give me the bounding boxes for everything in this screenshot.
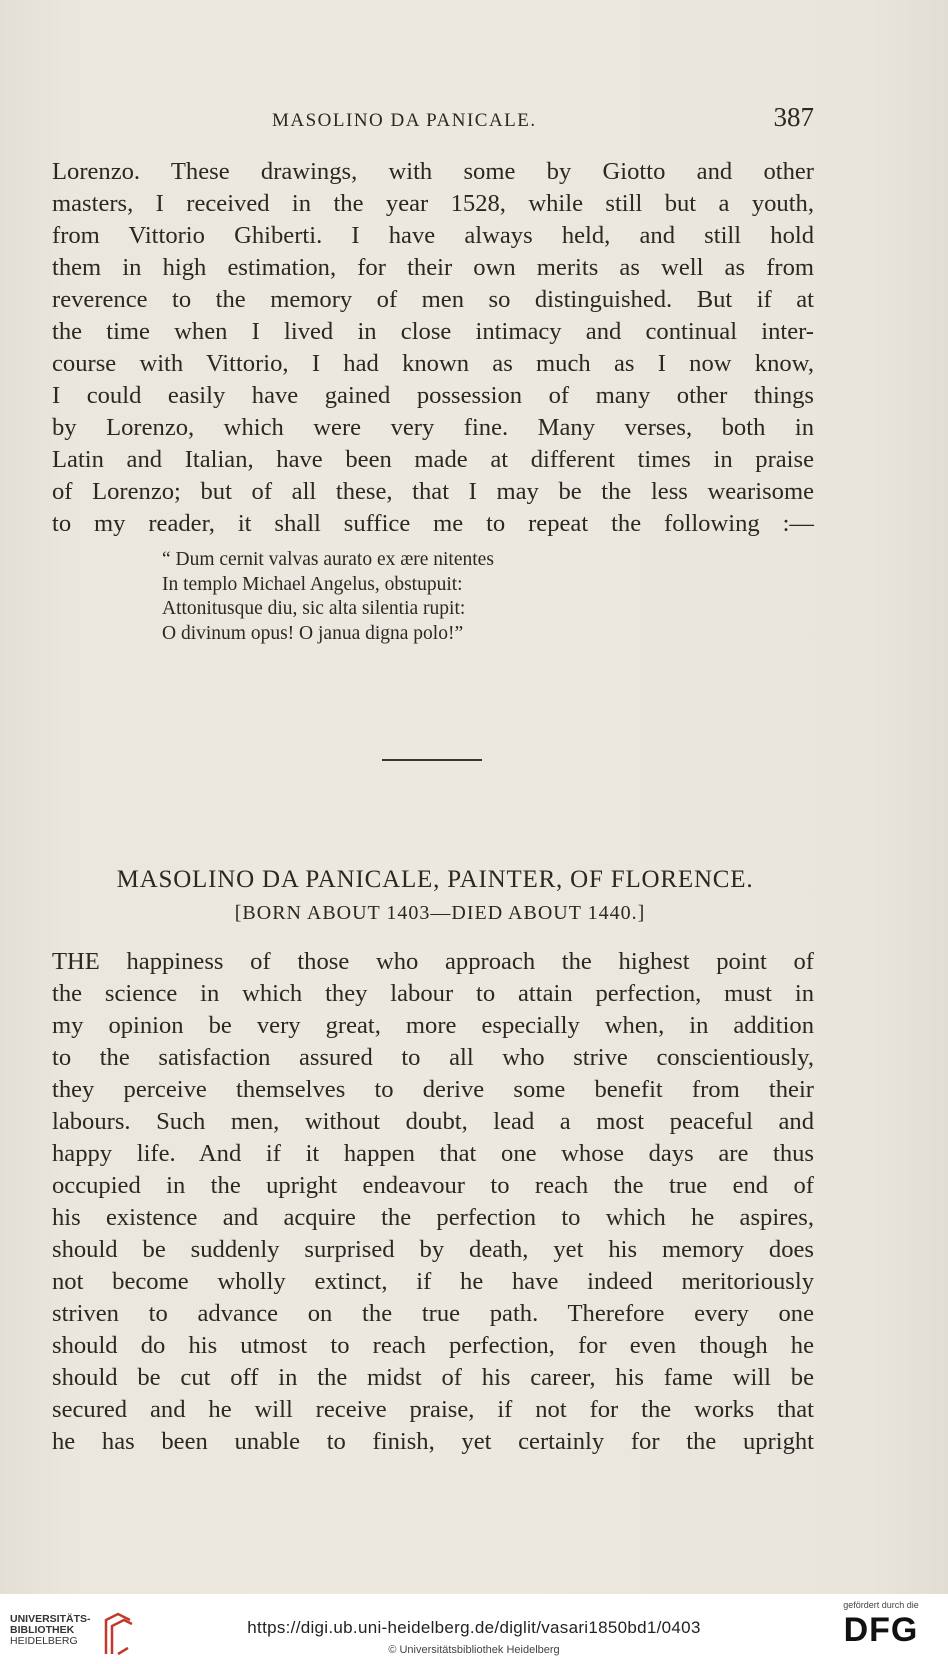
text-line: reverence to the memory of men so distinguished. But if at	[52, 286, 814, 313]
text-line: of Lorenzo; but of all these, that I may be the less wearisome	[52, 478, 814, 505]
text-line: masters, I received in the year 1528, while still but a youth,	[52, 190, 814, 217]
verse-line: Attonitusque diu, sic alta silentia rupit:	[162, 598, 466, 619]
paragraph-happiness	[52, 946, 814, 1458]
text-line: his existence and acquire the perfection to which he aspires,	[52, 1204, 814, 1231]
text-line: Latin and Italian, have been made at different times in praise	[52, 446, 814, 473]
verse-line: In templo Michael Angelus, obstupuit:	[162, 573, 463, 595]
running-head	[50, 102, 814, 142]
verse-line: “ Dum cernit valvas aurato ex ære nitentes	[162, 549, 494, 570]
text-line: to my reader, it shall suffice me to repeat the following :—	[52, 510, 814, 537]
text-line: the science in which they labour to attain perfection, must in	[52, 980, 814, 1007]
text-line: by Lorenzo, which were very fine. Many verses, both in	[52, 414, 814, 441]
text-line: he has been unable to finish, yet certainly for the upright	[52, 1428, 814, 1455]
text-line: from Vittorio Ghiberti. I have always held, and still hold	[52, 222, 814, 249]
text-line: my opinion be very great, more especially when, in addition	[52, 1012, 814, 1039]
dfg-funding-logo[interactable]	[826, 1600, 936, 1660]
text-line: they perceive themselves to derive some benefit from their	[52, 1076, 814, 1103]
logo-line: UNIVERSITÄTS-	[10, 1613, 91, 1625]
running-head-title: MASOLINO DA PANICALE.	[272, 110, 537, 131]
logo-line: BIBLIOTHEK	[10, 1624, 75, 1636]
text-line: Lorenzo. These drawings, with some by Giotto and other	[52, 158, 814, 185]
text-line: should be suddenly surprised by death, yet his memory does	[52, 1236, 814, 1263]
text-line: THE happiness of those who approach the highest point of	[52, 948, 814, 975]
chapter-dates: [BORN ABOUT 1403—DIED ABOUT 1440.]	[234, 902, 646, 924]
text-line: the time when I lived in close intimacy and continual inter-	[52, 318, 814, 345]
dfg-logo-text: DFG	[843, 1611, 919, 1649]
text-line: I could easily have gained possession of many other things	[52, 382, 814, 409]
funding-note: gefördert durch die	[843, 1600, 919, 1610]
text-line: secured and he will receive praise, if not for the works that	[52, 1396, 814, 1423]
latin-verse	[162, 548, 494, 646]
text-line: them in high estimation, for their own merits as well as from	[52, 254, 814, 281]
paragraph-lorenzo	[52, 156, 814, 540]
permalink[interactable]: https://digi.ub.uni-heidelberg.de/diglit/vasari1850bd1/0403	[247, 1618, 701, 1637]
text-line: should be cut off in the midst of his career, his fame will be	[52, 1364, 814, 1391]
text-line: course with Vittorio, I had known as much as I now know,	[52, 350, 814, 377]
text-line: occupied in the upright endeavour to reach the true end of	[52, 1172, 814, 1199]
text-line: should do his utmost to reach perfection, for even though he	[52, 1332, 814, 1359]
verse-line: O divinum opus! O janua digna polo!”	[162, 622, 464, 644]
page-number: 387	[773, 102, 814, 132]
chapter-title: MASOLINO DA PANICALE, PAINTER, OF FLORENCE.	[116, 866, 754, 893]
text-line: not become wholly extinct, if he have indeed meritoriously	[52, 1268, 814, 1295]
text-line: happy life. And if it happen that one whose days are thus	[52, 1140, 814, 1167]
digitization-footer	[0, 1594, 948, 1664]
text-line: striven to advance on the true path. Therefore every one	[52, 1300, 814, 1327]
copyright-notice: © Universitätsbibliothek Heidelberg	[388, 1644, 560, 1656]
logo-line: HEIDELBERG	[10, 1635, 78, 1647]
text-line: labours. Such men, without doubt, lead a most peaceful and	[52, 1108, 814, 1135]
text-line: to the satisfaction assured to all who strive conscientiously,	[52, 1044, 814, 1071]
section-divider	[382, 759, 482, 761]
